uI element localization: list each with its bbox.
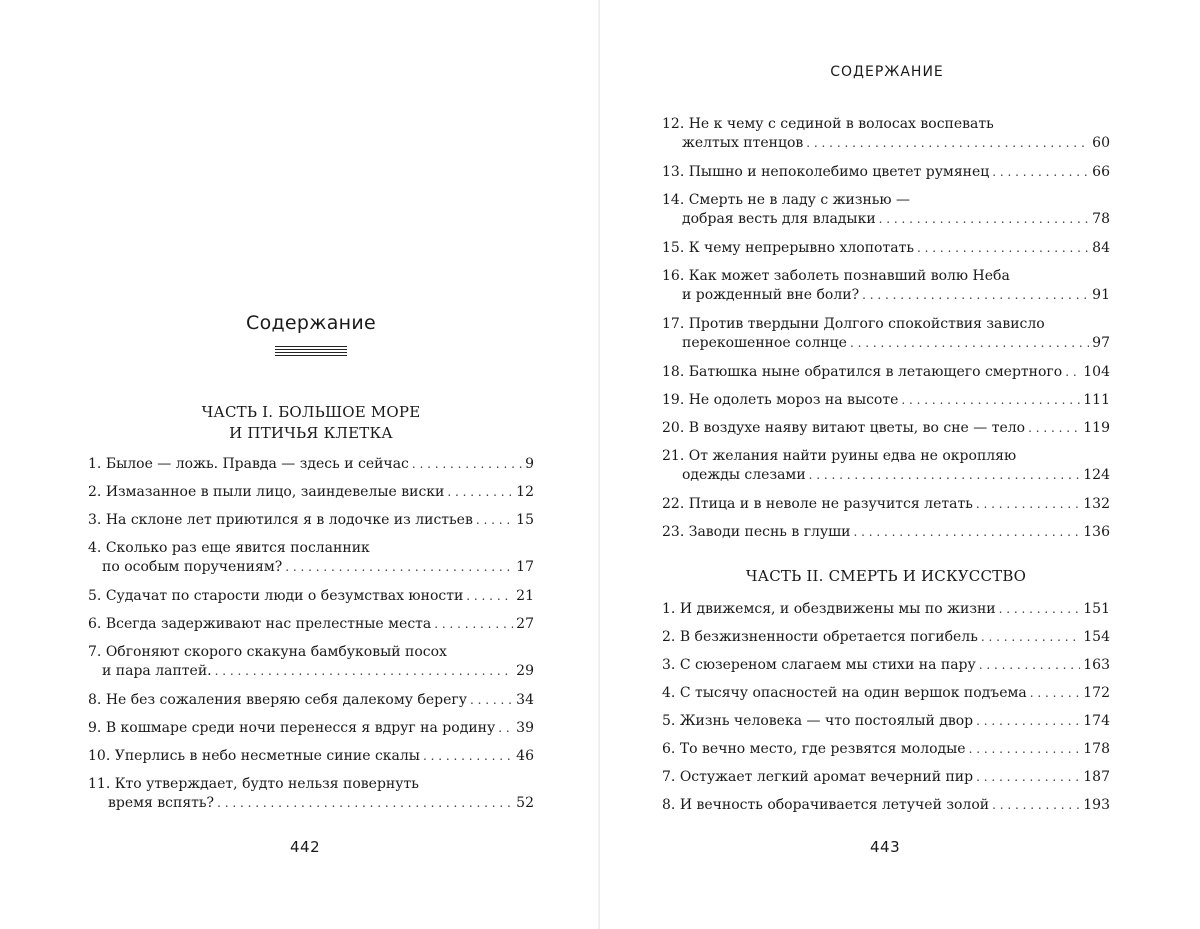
toc-entry-page: 119 [1083, 420, 1110, 436]
toc-heading: Содержание [246, 312, 376, 334]
toc-entry-line [88, 794, 534, 813]
part-1-title-line-2: И ПТИЧЬЯ КЛЕТКА [229, 424, 393, 442]
toc-entry-title [662, 796, 989, 815]
toc-entry-number: 1. [88, 456, 102, 472]
toc-entry-page: 178 [1083, 741, 1110, 757]
toc-entry [88, 483, 534, 502]
toc-entry-number: 10. [88, 748, 111, 764]
toc-entry-page: 136 [1083, 524, 1110, 540]
toc-entry-line [662, 796, 1110, 815]
toc-entry-line [88, 691, 534, 710]
toc-entry [88, 587, 534, 606]
toc-entry-title [88, 511, 473, 530]
toc-entry-text: Не одолеть мороз на высоте [688, 392, 899, 408]
toc-entry [88, 691, 534, 710]
toc-entry-text: В безжизненности обретается погибель [679, 629, 978, 645]
toc-entry [662, 628, 1110, 647]
toc-entry-page: 17 [516, 559, 534, 575]
toc-entry-text: Не без сожаления вверяю себя далекому берегу [105, 692, 467, 708]
dot-leader [217, 794, 513, 813]
dot-leader [1030, 684, 1081, 703]
toc-entry-line [88, 558, 534, 577]
toc-entry-line [88, 747, 534, 766]
toc-entry-line [88, 483, 534, 502]
toc-entry-text: В воздухе наяву витают цветы, во сне — тело [688, 420, 1026, 436]
toc-entry-line [662, 712, 1110, 731]
part-1-title-line-1: ЧАСТЬ I. БОЛЬШОЕ МОРЕ [201, 403, 421, 421]
toc-entry-line [662, 600, 1110, 619]
toc-entry-line [88, 775, 534, 794]
toc-entry-number: 14. [662, 192, 685, 208]
toc-entry-line [88, 511, 534, 530]
toc-entry-title [88, 483, 444, 502]
toc-entry-page: 9 [525, 456, 534, 472]
toc-entry-text: перекошенное солнце [682, 335, 847, 351]
toc-entry [88, 643, 534, 681]
toc-entry-text: и пара лаптей. [102, 663, 212, 679]
toc-list-part-1 [88, 0, 534, 929]
toc-entry-text: С тысячу опасностей на один вершок подъема [679, 685, 1027, 701]
dot-leader [447, 483, 513, 502]
dot-leader [470, 691, 513, 710]
toc-entry-number: 8. [662, 797, 676, 813]
running-head: СОДЕРЖАНИЕ [830, 64, 944, 80]
toc-entry-number: 15. [662, 240, 685, 256]
toc-entry-page: 84 [1092, 240, 1110, 256]
toc-entry-text: Кто утверждает, будто нельзя повернуть [114, 776, 419, 792]
toc-entry-title [662, 656, 976, 675]
toc-entry-title [88, 615, 431, 634]
toc-entry-page: 124 [1083, 467, 1110, 483]
dot-leader [976, 768, 1080, 787]
toc-entry-text: И вечность оборачивается летучей золой [679, 797, 990, 813]
toc-entry [88, 719, 534, 738]
toc-entry [662, 600, 1110, 619]
toc-entry-text: желтых птенцов [682, 135, 804, 151]
toc-entry-line [88, 539, 534, 558]
toc-entry-number: 2. [662, 629, 676, 645]
toc-entry-number: 1. [662, 601, 676, 617]
toc-entry-text: Батюшка ныне обратился в летающего смертного [688, 364, 1063, 380]
dot-leader [423, 747, 513, 766]
toc-entry-number: 11. [88, 776, 111, 792]
toc-entry-page: 187 [1083, 769, 1110, 785]
page-number-left: 442 [290, 838, 321, 856]
toc-entry-number: 2. [88, 484, 102, 500]
toc-entry-text: Былое — ложь. Правда — здесь и сейчас [105, 456, 409, 472]
toc-entry [662, 712, 1110, 731]
toc-entry-title [88, 719, 495, 738]
dot-leader [969, 740, 1081, 759]
toc-entry-text: Заводи песнь в глуши [688, 524, 851, 540]
toc-entry-text: Против твердыни Долгого спокойствия зависло [688, 316, 1045, 332]
toc-entry-title [662, 712, 973, 731]
toc-entry-text: С сюзереном слагаем мы стихи на пару [679, 657, 976, 673]
toc-entry [88, 775, 534, 813]
toc-entry-line [662, 684, 1110, 703]
toc-entry [662, 768, 1110, 787]
toc-entry-page: 174 [1083, 713, 1110, 729]
toc-entry-number: 17. [662, 316, 685, 332]
toc-entry-number: 8. [88, 692, 102, 708]
toc-entry-text: На склоне лет приютился я в лодочке из листьев [105, 512, 473, 528]
toc-entry-page: 78 [1092, 211, 1110, 227]
toc-entry-page: 12 [516, 484, 534, 500]
toc-entry-page: 66 [1092, 164, 1110, 180]
toc-entry-text: И движемся, и обездвижены мы по жизни [679, 601, 996, 617]
toc-entry-text: Измазанное в пыли лицо, заиндевелые виски [105, 484, 445, 500]
toc-entry-number: 13. [662, 164, 685, 180]
toc-entry-page: 15 [516, 512, 534, 528]
toc-entry-text: одежды слезами [682, 467, 806, 483]
toc-entry-text: Остужает легкий аромат вечерний пир [679, 769, 974, 785]
toc-entry [88, 615, 534, 634]
part-2-title-text: ЧАСТЬ II. СМЕРТЬ И ИСКУССТВО [745, 567, 1027, 585]
dot-leader [215, 662, 514, 681]
toc-entry-number: 3. [662, 657, 676, 673]
dot-leader [412, 455, 522, 474]
dot-leader [476, 511, 513, 530]
toc-entry-page: 104 [1083, 364, 1110, 380]
toc-entry-line [88, 587, 534, 606]
toc-entry-text: Смерть не в ладу с жизнью — [688, 192, 911, 208]
toc-entry-number: 5. [88, 588, 102, 604]
dot-leader [466, 587, 513, 606]
toc-entry-line [88, 643, 534, 662]
toc-entry-number: 4. [662, 685, 676, 701]
toc-entry-text: Птица и в неволе не разучится летать [688, 496, 973, 512]
toc-entry-page: 21 [516, 588, 534, 604]
toc-entry-text: В кошмаре среди ночи перенесся я вдруг на родину [105, 720, 496, 736]
toc-entry-text: Обгоняют скорого скакуна бамбуковый посох [105, 644, 447, 660]
toc-entry-title [662, 600, 996, 619]
toc-entry-number: 21. [662, 448, 685, 464]
toc-list-part-2 [662, 0, 1110, 929]
toc-entry-page: 193 [1083, 797, 1110, 813]
toc-entry-number: 5. [662, 713, 676, 729]
toc-entry-number: 7. [662, 769, 676, 785]
toc-entry [662, 740, 1110, 759]
toc-entry-text: по особым поручениям? [102, 559, 283, 575]
dot-leader [285, 558, 513, 577]
toc-entry-text: Как может заболеть познавший волю Неба [688, 268, 1010, 284]
toc-entry-title [88, 455, 409, 474]
toc-entry-title [88, 691, 467, 710]
toc-entry-page: 132 [1083, 496, 1110, 512]
toc-entry-page: 27 [516, 616, 534, 632]
toc-entry-text: и рожденный вне боли? [682, 287, 860, 303]
dot-leader [434, 615, 513, 634]
toc-entry-number: 4. [88, 540, 102, 556]
toc-entry-line [662, 768, 1110, 787]
toc-entry-line [88, 662, 534, 681]
toc-entry-page: 154 [1083, 629, 1110, 645]
toc-entry-line [88, 719, 534, 738]
toc-entry-number: 22. [662, 496, 685, 512]
toc-entry-title [662, 684, 1027, 703]
toc-entry-page: 111 [1083, 392, 1110, 408]
toc-entry-text: Жизнь человека — что постоялый двор [679, 713, 974, 729]
dot-leader [981, 628, 1080, 647]
toc-entry-text: добрая весть для владыки [682, 211, 876, 227]
toc-entry-text: К чему непрерывно хлопотать [688, 240, 914, 256]
toc-entry-page: 172 [1083, 685, 1110, 701]
toc-entry-title [662, 628, 978, 647]
toc-entry-line [662, 740, 1110, 759]
toc-entry-number: 19. [662, 392, 685, 408]
toc-entry-number: 3. [88, 512, 102, 528]
dot-leader [999, 600, 1081, 619]
toc-entry-title [108, 794, 214, 813]
toc-entry-title [88, 587, 463, 606]
toc-entry-title [662, 740, 966, 759]
toc-entry-number: 23. [662, 524, 685, 540]
toc-entry-page: 60 [1092, 135, 1110, 151]
toc-entry [662, 656, 1110, 675]
toc-entry [88, 455, 534, 474]
toc-entry-number: 6. [88, 616, 102, 632]
toc-entry-text: Судачат по старости люди о безумствах юности [105, 588, 464, 604]
toc-entry-line [88, 455, 534, 474]
toc-entry-page: 46 [516, 748, 534, 764]
toc-entry-text: От желания найти руины едва не окропляю [688, 448, 1017, 464]
toc-entry-text: Пышно и непоколебимо цветет румянец [688, 164, 990, 180]
toc-entry-text: Сколько раз еще явится посланник [105, 540, 370, 556]
toc-entry-number: 9. [88, 720, 102, 736]
toc-entry-title [662, 768, 973, 787]
toc-entry [88, 747, 534, 766]
toc-entry-text: Всегда задерживают нас прелестные места [105, 616, 432, 632]
toc-entry [662, 796, 1110, 815]
toc-entry-page: 29 [516, 663, 534, 679]
toc-entry-title [102, 662, 212, 681]
toc-entry-page: 91 [1092, 287, 1110, 303]
toc-entry-number: 7. [88, 644, 102, 660]
toc-entry-page: 34 [516, 692, 534, 708]
toc-entry-title [88, 747, 420, 766]
toc-entry-page: 52 [516, 795, 534, 811]
dot-leader [498, 719, 513, 738]
toc-entry-page: 163 [1083, 657, 1110, 673]
toc-entry-number: 12. [662, 116, 685, 132]
toc-entry-text: Уперлись в небо несметные синие скалы [114, 748, 420, 764]
page-number-right: 443 [870, 838, 901, 856]
dot-leader [979, 656, 1081, 675]
toc-entry-line [88, 615, 534, 634]
toc-entry-line [662, 628, 1110, 647]
toc-entry-text: Не к чему с сединой в волосах воспевать [688, 116, 994, 132]
toc-entry-text: То вечно место, где резвятся молодые [679, 741, 966, 757]
toc-entry-page: 39 [516, 720, 534, 736]
toc-entry-page: 97 [1092, 335, 1110, 351]
toc-entry-page: 151 [1083, 601, 1110, 617]
toc-entry [88, 511, 534, 530]
toc-entry [88, 539, 534, 577]
toc-entry-number: 20. [662, 420, 685, 436]
toc-entry [662, 684, 1110, 703]
toc-entry-title [102, 558, 282, 577]
toc-entry-line [662, 656, 1110, 675]
toc-entry-text: время вспять? [108, 795, 215, 811]
dot-leader [992, 796, 1080, 815]
dot-leader [976, 712, 1080, 731]
toc-entry-number: 6. [662, 741, 676, 757]
toc-entry-number: 16. [662, 268, 685, 284]
toc-entry-number: 18. [662, 364, 685, 380]
